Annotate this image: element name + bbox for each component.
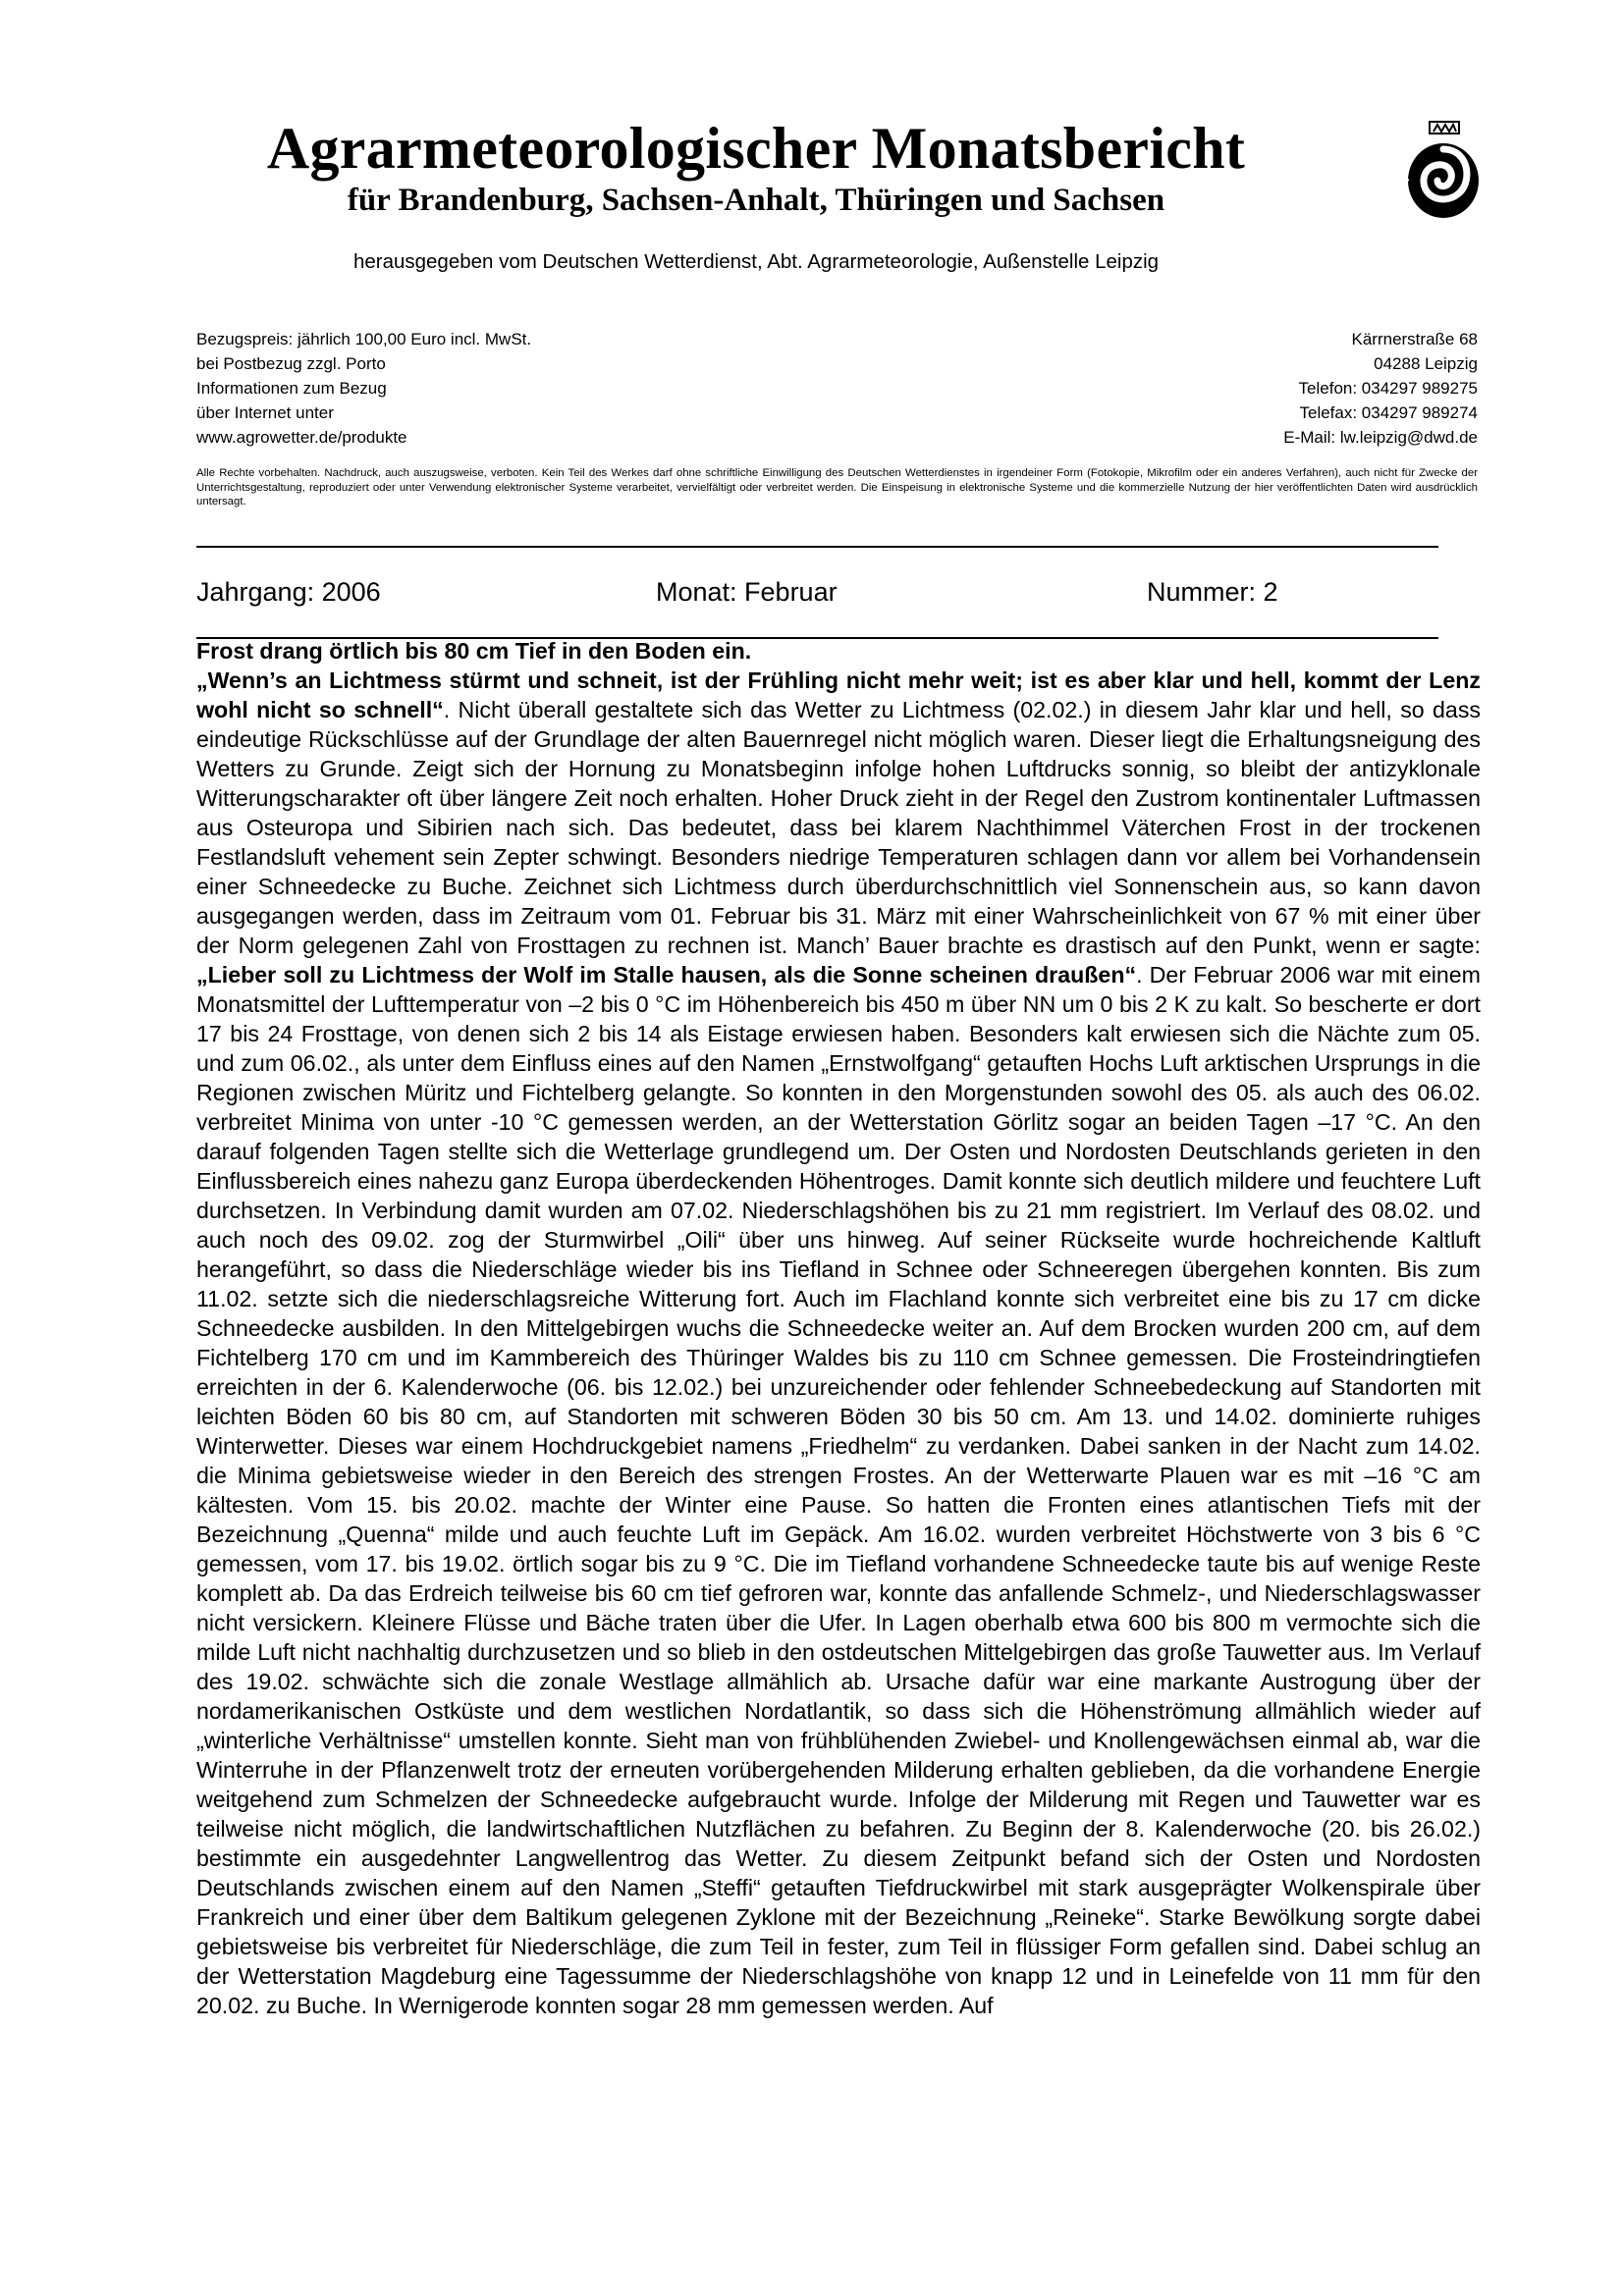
street-address: Kärrnerstraße 68 — [1351, 330, 1478, 348]
email-link[interactable]: E-Mail: lw.leipzig@dwd.de — [1283, 428, 1478, 447]
weather-proverb-quote: „Wenn’s an Lichtmess stürmt und schneit, ist der Frühling nicht mehr weit; ist es aber klar und hell, kommt der Lenz wohl nicht so schnell“ — [196, 667, 1481, 722]
report-subtitle: für Brandenburg, Sachsen-Anhalt, Thüringen und Sachsen — [347, 183, 1165, 218]
farmer-quote: „Lieber soll zu Lichtmess der Wolf im Stalle hausen, als die Sonne scheinen draußen“ — [196, 962, 1137, 988]
phone-number: Telefon: 034297 989275 — [1298, 379, 1478, 398]
city-address: 04288 Leipzig — [1374, 354, 1478, 373]
products-link[interactable]: www.agrowetter.de/produkte — [196, 428, 407, 447]
article-paragraph-2: . Der Februar 2006 war mit einem Monatsmittel der Lufttemperatur von –2 bis 0 °C im Höhenbereich bis 450 m über NN um 0 bis 2 K zu kalt. So bescherte er dort 17 bis 24 Frosttage, von denen sich 2 bis 14 als Eistage erwiesen haben. Besonders kalt erwiesen sich die Nächte zum 05. und zum 06.02., als unter dem Einfluss eines auf den Namen „Ernstwolfgang“ getauften Hochs Luft arktischen Ursprungs in die Regionen zwischen Müritz und Fichtelberg gelangte. So konnten in den Morgenstunden sowohl des 05. als auch des 06.02. verbreitet Minima von unter -10 °C gemessen werden, an der Wetterstation Görlitz sogar an beiden Tagen –17 °C. An den darauf folgenden Tagen stellte sich die Wetterlage grundlegend um. Der Osten und Nordosten Deutschlands gerieten in den Einflussbereich eines nahezu ganz Europa überdeckenden Höhentroges. Damit konnte sich deutlich mildere und feuchtere Luft durchsetzen. In Verbindung damit wurden am 07.02. Niederschlagshöhen bis zu 21 mm registriert. Im Verlauf des 08.02. und auch noch des 09.02. zog der Sturmwirbel „Oili“ über uns hinweg. Auf seiner Rückseite wurde hochreichende Kaltluft herangeführt, so dass die Niederschläge wieder bis ins Tiefland in Schnee oder Schneeregen übergehen konnten. Bis zum 11.02. setzte sich die niederschlagsreiche Witterung fort. Auch im Flachland konnte sich verbreitet eine bis zu 17 cm dicke Schneedecke ausbilden. In den Mittelgebirgen wuchs die Schneedecke weiter an. Auf dem Brocken wurden 200 cm, auf dem Fichtelberg 170 cm und im Kammbereich des Thüringer Waldes bis zu 110 cm Schnee gemessen. Die Frosteindringtiefen erreichten in der 6. Kalenderwoche (06. bis 12.02.) bei unzureichender oder fehlender Schneebedeckung auf Standorten mit leichten Böden 60 bis 80 cm, auf Standorten mit schweren Böden 30 bis 50 cm. Am 13. und 14.02. dominierte ruhiges Winterwetter. Dieses war einem Hochdruckgebiet namens „Friedhelm“ zu verdanken. Dabei sanken in der Nacht zum 14.02. die Minima gebietsweise wieder in den Bereich des strengen Frostes. An der Wetterwarte Plauen war es mit –16 °C am kältesten. Vom 15. bis 20.02. machte der Winter eine Pause. So hatten die Fronten eines atlantischen Tiefs mit der Bezeichnung „Quenna“ milde und auch feuchte Luft im Gepäck. Am 16.02. wurden verbreitet Höchstwerte von 3 bis 6 °C gemessen, vom 17. bis 19.02. örtlich sogar bis zu 9 °C. Die im Tiefland vorhandene Schneedecke taute bis auf wenige Reste komplett ab. Da das Erdreich teilweise bis 60 cm tief gefroren war, konnte das anfallende Schmelz-, und Niederschlagswasser nicht versickern. Kleinere Flüsse und Bäche traten über die Ufer. In Lagen oberhalb etwa 600 bis 800 m vermochte sich die milde Luft nicht nachhaltig durchzusetzen und so blieb in den ostdeutschen Mittelgebirgen das große Tauwetter aus. Im Verlauf des 19.02. schwächte sich die zonale Westlage allmählich ab. Ursache dafür war eine markante Austrogung über der nordamerikanischen Ostküste und dem westlichen Nordatlantik, so dass sich die Höhenströmung allmählich wieder auf „winterliche Verhältnisse“ umstellen konnte. Sieht man von frühblühenden Zwiebel- und Knollengewächsen einmal ab, war die Winterruhe in der Pflanzenwelt trotz der erneuten vorübergehenden Milderung erhalten geblieben, da die vorhandene Energie weitgehend zum Schmelzen der Schneedecke aufgebraucht wurde. Infolge der Milderung mit Regen und Tauwetter war es teilweise nicht möglich, die landwirtschaftlichen Nutzflächen zu befahren. Zu Beginn der 8. Kalenderwoche (20. bis 26.02.) bestimmte ein ausgedehnter Langwellentrog das Wetter. Zu diesem Zeitpunkt befand sich der Osten und Nordosten Deutschlands zwischen einem auf den Namen „Steffi“ getauften Tiefdruckwirbel mit stark ausgeprägter Wolkenspirale über Frankreich und einer über dem Baltikum gelegenen Zyklone mit der Bezeichnung „Reineke“. Starke Bewölkung sorgte dabei gebietsweise bis verbreitet für Niederschläge, die zum Teil in fester, zum Teil in flüssiger Form gefallen sind. Dabei schlug an der Wetterstation Magdeburg eine Tagessumme der Niederschlagshöhe von knapp 12 und in Leinefelde von 11 mm für den 20.02. zu Buche. In Wernigerode konnten sogar 28 mm gemessen werden. Auf — [196, 962, 1481, 2018]
dwd-logo-icon — [1394, 120, 1485, 228]
article-body — [196, 636, 1481, 2020]
rights-notice: Alle Rechte vorbehalten. Nachdruck, auch auszugsweise, verboten. Kein Teil des Werkes darf ohne schriftliche Einwilligung des Deutschen Wetterdienstes in irgendeiner Form (Fotokopie, Mikrofilm oder ein anderes Verfahren), auch nicht für Zwecke der Unterrichtsgestaltung, reproduziert oder unter Verwendung elektronischer Systeme verarbeitet, vervielfältigt oder verbreitet werden. Die Einspeisung in elektronische Systeme und die kommerzielle Nutzung der hier veröffentlichten Daten wird ausdrücklich untersagt. — [196, 467, 1478, 507]
issue-month: Monat: Februar — [656, 577, 838, 607]
info-line: Informationen zum Bezug — [196, 379, 387, 398]
article-paragraph-1: . Nicht überall gestaltete sich das Wetter zu Lichtmess (02.02.) in diesem Jahr klar und hell, so dass eindeutige Rückschlüsse auf der Grundlage der alten Bauernregel nicht möglich waren. Dieser liegt die Erhaltungsneigung des Wetters zu Grunde. Zeigt sich der Hornung zu Monatsbeginn infolge hohen Luftdrucks sonnig, so bleibt der antizyklonale Witterungscharakter oft über längere Zeit noch erhalten. Hoher Druck zieht in der Regel den Zustrom kontinentaler Luftmassen aus Osteuropa und Sibirien nach sich. Das bedeutet, dass bei klarem Nachthimmel Väterchen Frost in der trockenen Festlandsluft vehement sein Zepter schwingt. Besonders niedrige Temperaturen schlagen dann vor allem bei Vorhandensein einer Schneedecke zu Buche. Zeichnet sich Lichtmess durch überdurchschnittlich viel Sonnenschein aus, so kann davon ausgegangen werden, dass im Zeitraum vom 01. Februar bis 31. März mit einer Wahrscheinlichkeit von 67 % mit einer über der Norm gelegenen Zahl von Frosttagen zu rechnen ist. Manch’ Bauer brachte es drastisch auf den Punkt, wenn er sagte: — [196, 697, 1482, 958]
divider-top — [196, 546, 1438, 548]
subscription-info — [196, 327, 707, 450]
internet-line: über Internet unter — [196, 403, 334, 422]
issue-number: Nummer: 2 — [1147, 577, 1278, 607]
postage-line: bei Postbezug zzgl. Porto — [196, 354, 386, 373]
report-title: Agrarmeteorologischer Monatsbericht — [266, 116, 1246, 181]
contact-info — [982, 327, 1478, 450]
price-line: Bezugspreis: jährlich 100,00 Euro incl. MwSt. — [196, 330, 532, 348]
article-headline: Frost drang örtlich bis 80 cm Tief in den Boden ein. — [196, 638, 752, 664]
issue-year: Jahrgang: 2006 — [196, 577, 381, 607]
publisher-line: herausgegeben vom Deutschen Wetterdienst, Abt. Agrarmeteorologie, Außenstelle Leipzig — [352, 250, 1160, 273]
fax-number: Telefax: 034297 989274 — [1299, 403, 1478, 422]
